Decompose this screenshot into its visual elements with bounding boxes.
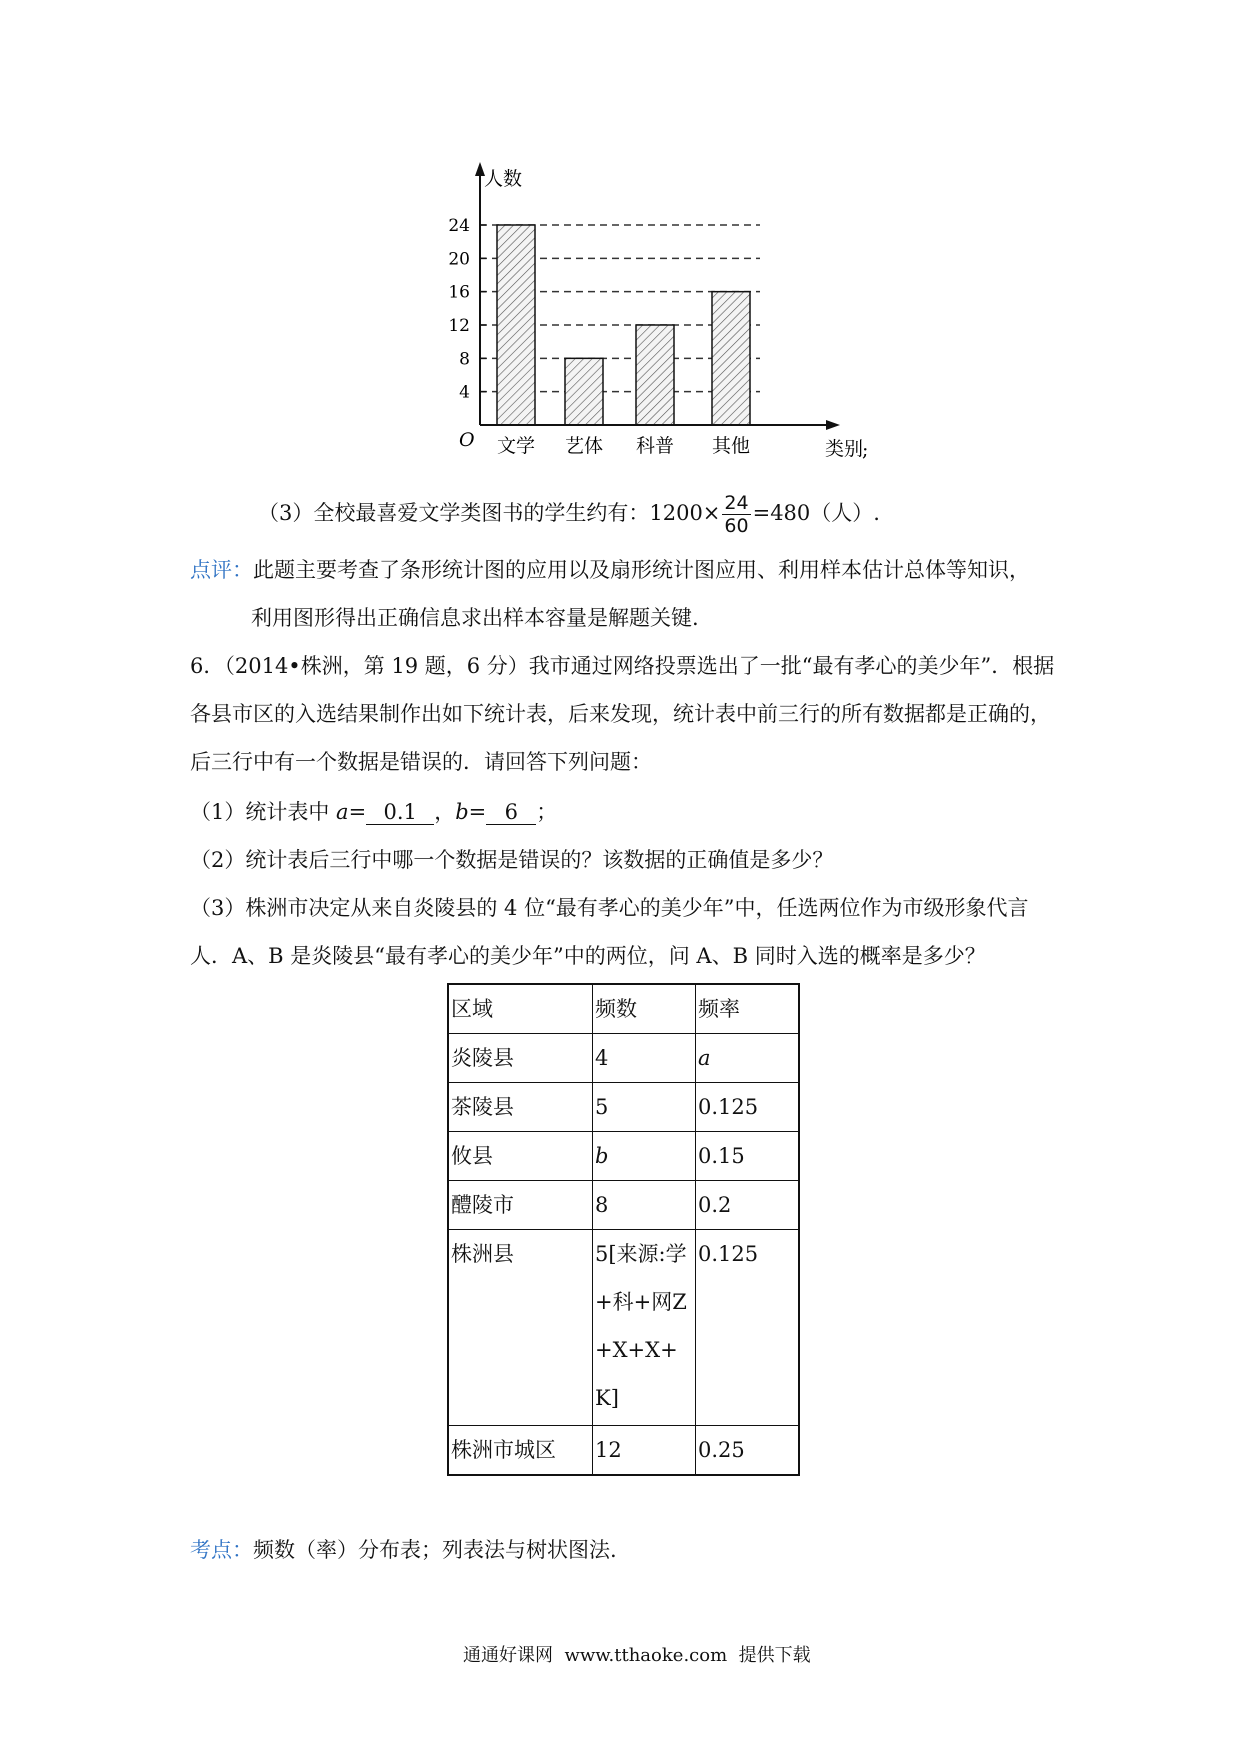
- bar-chart: [0, 0, 1240, 470]
- header-rate: 频率: [696, 984, 800, 1034]
- table-row: [448, 1181, 799, 1230]
- y-tick-label: 8: [459, 349, 470, 370]
- cell-frequency: 8: [593, 1181, 696, 1230]
- answer-b: 6: [486, 800, 536, 825]
- fraction-denominator: 60: [724, 515, 749, 537]
- cell-region: 醴陵市: [448, 1181, 593, 1230]
- review-text-1: 此题主要考查了条形统计图的应用以及扇形统计图应用、利用样本估计总体等知识，: [253, 558, 1030, 582]
- problem-line3: 后三行中有一个数据是错误的．请回答下列问题：: [190, 750, 652, 774]
- x-tick-label: 文学: [496, 435, 536, 457]
- x-tick-label: 艺体: [564, 435, 604, 457]
- y-tick-label: 16: [448, 282, 470, 303]
- y-tick-label: 12: [448, 316, 470, 336]
- question-2: （2）统计表后三行中哪一个数据是错误的？该数据的正确值是多少？: [190, 848, 834, 872]
- table-row: [448, 1034, 799, 1083]
- x-axis-arrow: [826, 420, 840, 430]
- header-region: 区域: [448, 984, 593, 1034]
- cell-region: 株洲市城区: [448, 1426, 593, 1476]
- review-line2: 利用图形得出正确信息求出样本容量是解题关键.: [251, 606, 699, 630]
- table-row: [448, 1426, 799, 1476]
- y-axis-label: 人数: [484, 168, 523, 190]
- kaodian-label: 考点：: [190, 1538, 253, 1562]
- cell-frequency: 12: [593, 1426, 696, 1476]
- bar: [565, 358, 603, 425]
- cell-region: 攸县: [448, 1132, 593, 1181]
- review-line1: [190, 556, 1030, 584]
- fraction-numerator: 24: [724, 492, 749, 514]
- semicolon: ；: [536, 800, 558, 824]
- header-frequency: 频数: [593, 984, 696, 1034]
- question-3-line2: 人．A、B 是炎陵县“最有孝心的美少年”中的两位，问 A、B 同时入选的概率是多少？: [190, 944, 986, 968]
- cell-rate: 0.15: [696, 1132, 800, 1181]
- cell-rate: 0.25: [696, 1426, 800, 1476]
- equals-sign: =: [348, 800, 367, 824]
- cell-frequency: 5[来源:学+科+网Z+X+X+K]: [593, 1230, 696, 1426]
- var-b: b: [455, 800, 469, 824]
- page-footer: 通通好课网 www.tthaoke.com 提供下载: [463, 1645, 811, 1666]
- bar: [497, 225, 535, 425]
- part3-prefix: （3）全校最喜爱文学类图书的学生约有：1200×: [258, 501, 721, 525]
- cell-region: 株洲县: [448, 1230, 593, 1426]
- cell-rate: a: [696, 1034, 800, 1083]
- part3-suffix: =480（人）.: [752, 501, 880, 525]
- cell-region: 茶陵县: [448, 1083, 593, 1132]
- cell-frequency: b: [593, 1132, 696, 1181]
- kaodian-line: [190, 1536, 617, 1564]
- y-tick-label: 24: [448, 216, 470, 236]
- cell-rate: 0.125: [696, 1230, 800, 1426]
- y-tick-label: 4: [459, 382, 470, 403]
- table-row: [448, 1083, 799, 1132]
- review-label: 点评：: [190, 558, 253, 582]
- kaodian-text: 频数（率）分布表；列表法与树状图法.: [253, 1538, 617, 1562]
- table-row: [448, 1230, 799, 1426]
- x-tick-label: 科普: [635, 435, 675, 457]
- part3-line: [258, 492, 880, 537]
- x-axis-label-semicolon: ;: [862, 439, 869, 461]
- question-3-line1: （3）株洲市决定从来自炎陵县的 4 位“最有孝心的美少年”中，任选两位作为市级形象代言: [190, 896, 1029, 920]
- equals-sign: =: [468, 800, 487, 824]
- question-1: [190, 798, 557, 826]
- answer-a: 0.1: [366, 800, 434, 825]
- bar: [636, 325, 674, 425]
- x-tick-labels: [497, 435, 750, 457]
- problem-line1: 6．（2014•株洲，第 19 题，6 分）我市通过网络投票选出了一批“最有孝心的美少年”．根据: [190, 654, 1055, 678]
- fraction: [722, 492, 750, 537]
- chart-bars: [497, 225, 750, 425]
- q1-prefix: （1）统计表中: [190, 800, 337, 824]
- bar: [712, 292, 750, 425]
- table-row: [448, 1132, 799, 1181]
- origin-label: O: [459, 429, 475, 451]
- table-header-row: [448, 984, 799, 1034]
- comma: ，: [434, 800, 456, 824]
- cell-region: 炎陵县: [448, 1034, 593, 1083]
- problem-line2: 各县市区的入选结果制作出如下统计表，后来发现，统计表中前三行的所有数据都是正确的，: [190, 702, 1051, 726]
- cell-frequency: 5: [593, 1083, 696, 1132]
- frequency-table: [447, 983, 800, 1476]
- y-tick-label: 20: [448, 249, 470, 270]
- x-tick-label: 其他: [711, 435, 751, 457]
- var-a: a: [336, 800, 349, 824]
- cell-rate: 0.125: [696, 1083, 800, 1132]
- cell-frequency: 4: [593, 1034, 696, 1083]
- cell-rate: 0.2: [696, 1181, 800, 1230]
- x-axis-label: 类别: [825, 438, 864, 460]
